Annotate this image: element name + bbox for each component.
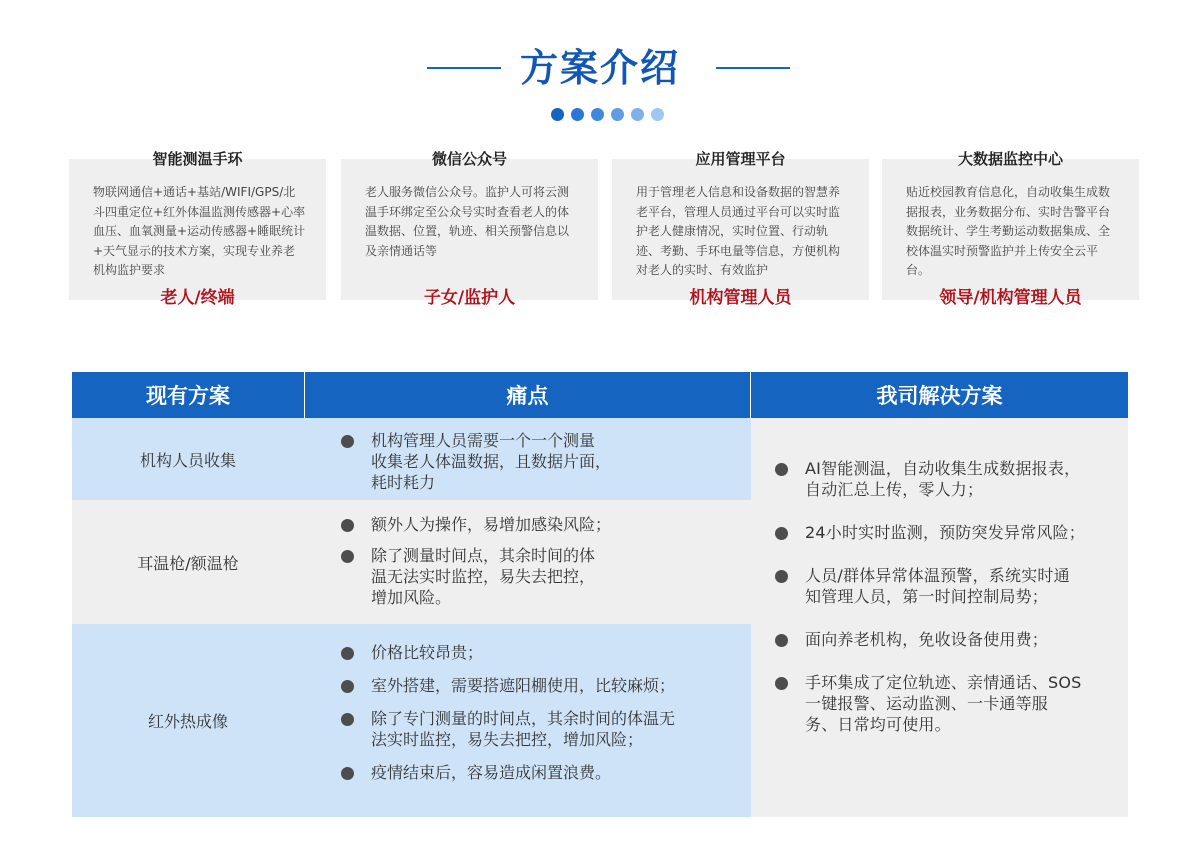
bullet-item: 手环集成了定位轨迹、亲情通话、SOS 一键报警、运动监测、一卡通等服 务、日常均可使用。 (775, 672, 1112, 735)
card-role: 子女/监护人 (423, 288, 516, 308)
card-title: 微信公众号 (431, 150, 507, 168)
bullet-item: 人员/群体异常体温预警，系统实时通 知管理人员，第一时间控制局势； (775, 565, 1112, 607)
bullet-item: 额外人为操作，易增加感染风险； (341, 514, 730, 535)
bullet-item: 除了专门测量的时间点，其余时间的体温无 法实时监控，易失去把控，增加风险； (341, 708, 730, 750)
card-title: 大数据监控中心 (957, 150, 1063, 168)
decorative-dots (551, 108, 664, 121)
header-existing: 现有方案 (72, 372, 304, 418)
bullet-item: AI智能测温，自动收集生成数据报表， 自动汇总上传，零人力； (775, 458, 1112, 500)
row-label: 红外热成像 (147, 712, 228, 731)
card-title: 应用管理平台 (695, 150, 786, 168)
dot (551, 108, 564, 121)
bullet-item: 疫情结束后，容易造成闲置浪费。 (341, 762, 730, 783)
card-description: 用于管理老人信息和设备数据的智慧养老平台，管理人员通过平台可以实时监护老人健康情况，实时位置、行动轨迹、考勤、手环电量等信息，方便机构对老人的实时、有效监护 (636, 185, 841, 277)
card-description: 老人服务微信公众号。监护人可将云测温手环绑定至公众号实时查看老人的体温数据、位置，轨迹、相关预警信息以及亲情通话等 (365, 185, 570, 258)
dot (611, 108, 624, 121)
dot (651, 108, 664, 121)
pain-list (305, 514, 750, 618)
row-label: 机构人员收集 (139, 450, 236, 470)
page-title: 方案介绍 (519, 46, 680, 90)
card-role: 领导/机构管理人员 (939, 288, 1082, 308)
header-our-solution: 我司解决方案 (751, 372, 1128, 418)
dot (631, 108, 644, 121)
card-wristband (69, 150, 326, 308)
bullet-item: 除了测量时间点，其余时间的体 温无法实时监控，易失去把控， 增加风险。 (341, 545, 730, 608)
card-title: 智能测温手环 (152, 150, 243, 168)
bullet-item: 室外搭建，需要搭遮阳棚使用，比较麻烦； (341, 675, 730, 696)
bullet-item: 24小时实时监测，预防突发异常风险； (775, 522, 1112, 543)
row-label: 耳温枪/额温枪 (137, 553, 239, 573)
section-header (0, 40, 1200, 100)
solution-list (751, 418, 1128, 817)
comparison-table (72, 372, 1128, 817)
title-divider-left (427, 67, 501, 69)
dot (591, 108, 604, 121)
card-wechat (341, 150, 598, 308)
card-bigdata (882, 150, 1139, 308)
header-pain-points: 痛点 (305, 372, 750, 418)
bullet-item: 机构管理人员需要一个一个测量 收集老人体温数据，且数据片面， 耗时耗力 (341, 430, 730, 493)
bullet-item: 面向养老机构，免收设备使用费； (775, 629, 1112, 650)
card-role: 机构管理人员 (689, 288, 792, 308)
pain-list (305, 430, 750, 493)
card-description: 贴近校园教育信息化，自动收集生成数据报表，业务数据分布、实时告警平台数据统计、学生考勤运动数据集成、全校体温实时预警监护并上传安全云平台。 (906, 185, 1111, 277)
card-platform (612, 150, 869, 308)
card-description: 物联网通信+通话+基站/WIFI/GPS/北斗四重定位+红外体温监测传感器+心率血压、血氧测量+运动传感器+睡眠统计+天气显示的技术方案，实现专业养老机构监护要求 (93, 185, 306, 277)
pain-list (305, 642, 750, 795)
dot (571, 108, 584, 121)
bullet-item: 价格比较昂贵； (341, 642, 730, 663)
card-role: 老人/终端 (160, 288, 235, 308)
title-divider-right (716, 67, 790, 69)
